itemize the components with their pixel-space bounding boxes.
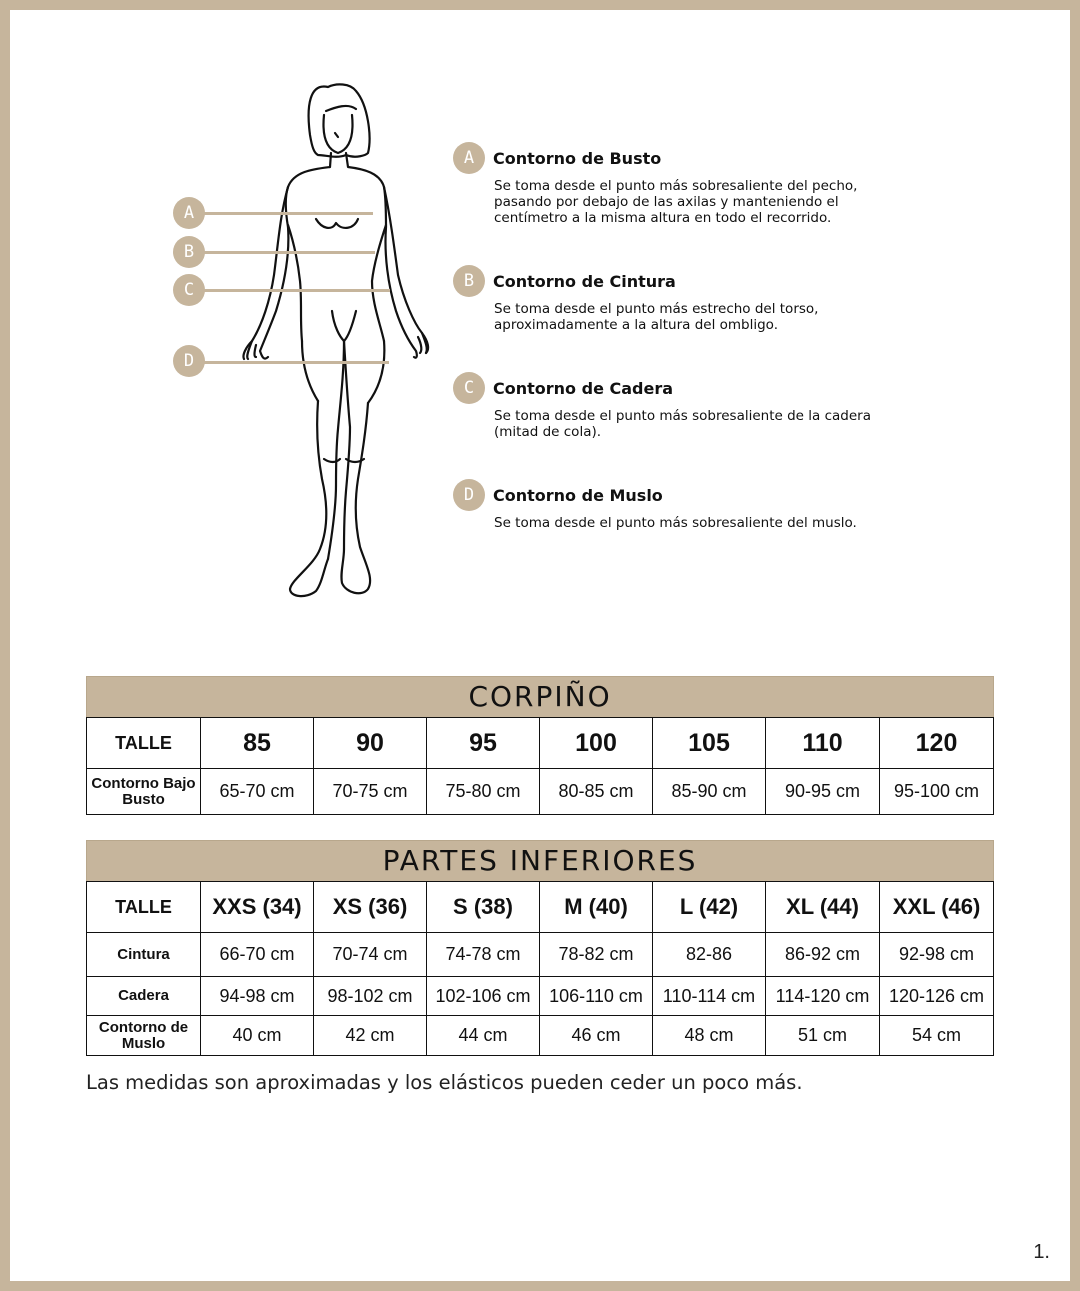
table-caption-row: [87, 677, 994, 718]
measurement-title: Contorno de Cadera: [493, 379, 674, 398]
value-cell: 66-70 cm: [201, 933, 314, 977]
inferiores-title: PARTES INFERIORES: [87, 841, 994, 882]
marker-line-b: [203, 251, 375, 254]
marker-b: B: [173, 236, 205, 268]
marker-line-d: [203, 361, 389, 364]
marker-c: C: [173, 274, 205, 306]
value-cell: 90-95 cm: [766, 769, 880, 815]
value-cell: 114-120 cm: [766, 977, 880, 1016]
measurement-title: Contorno de Cintura: [493, 272, 676, 291]
size-cell: 100: [540, 718, 653, 769]
value-cell: 94-98 cm: [201, 977, 314, 1016]
value-cell: 86-92 cm: [766, 933, 880, 977]
size-cell: S (38): [427, 882, 540, 933]
measurement-b: [453, 265, 923, 335]
table-row: [87, 769, 994, 815]
row-label: Cintura: [87, 933, 201, 977]
size-label: TALLE: [87, 882, 201, 933]
size-cell: 110: [766, 718, 880, 769]
value-cell: 51 cm: [766, 1016, 880, 1056]
size-cell: 105: [653, 718, 766, 769]
value-cell: 75-80 cm: [427, 769, 540, 815]
size-cell: 120: [880, 718, 994, 769]
marker-line-c: [203, 289, 390, 292]
value-cell: 70-75 cm: [314, 769, 427, 815]
body-figure: [160, 75, 450, 605]
measurement-text: Se toma desde el punto más sobresaliente del muslo.: [494, 515, 857, 531]
value-cell: 54 cm: [880, 1016, 994, 1056]
badge-a: A: [453, 142, 485, 174]
size-cell: 90: [314, 718, 427, 769]
measurement-title: Contorno de Busto: [493, 149, 662, 168]
value-cell: 70-74 cm: [314, 933, 427, 977]
value-cell: 80-85 cm: [540, 769, 653, 815]
page-number: 1.: [1033, 1241, 1050, 1263]
table-row-sizes: [87, 718, 994, 769]
badge-c: C: [453, 372, 485, 404]
size-cell: XXS (34): [201, 882, 314, 933]
value-cell: 102-106 cm: [427, 977, 540, 1016]
value-cell: 98-102 cm: [314, 977, 427, 1016]
value-cell: 46 cm: [540, 1016, 653, 1056]
corpino-table: [86, 676, 994, 815]
measurement-text: Se toma desde el punto más sobresaliente de la cadera (mitad de cola).: [494, 408, 871, 440]
table-row: [87, 933, 994, 977]
measurement-text: Se toma desde el punto más estrecho del torso, aproximadamente a la altura del ombligo.: [494, 301, 819, 333]
value-cell: 48 cm: [653, 1016, 766, 1056]
table-row: [87, 977, 994, 1016]
badge-b: B: [453, 265, 485, 297]
corpino-title: CORPIÑO: [87, 677, 994, 718]
row-label: Cadera: [87, 977, 201, 1016]
marker-d: D: [173, 345, 205, 377]
value-cell: 95-100 cm: [880, 769, 994, 815]
measurement-d: [453, 479, 923, 539]
value-cell: 78-82 cm: [540, 933, 653, 977]
value-cell: 82-86: [653, 933, 766, 977]
row-label: Contorno de Muslo: [87, 1016, 201, 1056]
value-cell: 74-78 cm: [427, 933, 540, 977]
value-cell: 40 cm: [201, 1016, 314, 1056]
row-label: Contorno Bajo Busto: [87, 769, 201, 815]
value-cell: 42 cm: [314, 1016, 427, 1056]
value-cell: 44 cm: [427, 1016, 540, 1056]
marker-line-a: [203, 212, 373, 215]
table-caption-row: [87, 841, 994, 882]
size-cell: XS (36): [314, 882, 427, 933]
size-cell: 95: [427, 718, 540, 769]
measurement-text: Se toma desde el punto más sobresaliente del pecho, pasando por debajo de las axilas y manteniendo el centímetro a la misma altura en todo el recorrido.: [494, 178, 858, 226]
size-cell: L (42): [653, 882, 766, 933]
value-cell: 65-70 cm: [201, 769, 314, 815]
value-cell: 92-98 cm: [880, 933, 994, 977]
measurement-title: Contorno de Muslo: [493, 486, 663, 505]
value-cell: 106-110 cm: [540, 977, 653, 1016]
size-label: TALLE: [87, 718, 201, 769]
size-cell: M (40): [540, 882, 653, 933]
inferiores-table: [86, 840, 994, 1056]
size-cell: XL (44): [766, 882, 880, 933]
measurement-a: [453, 142, 923, 232]
marker-a: A: [173, 197, 205, 229]
value-cell: 110-114 cm: [653, 977, 766, 1016]
size-cell: XXL (46): [880, 882, 994, 933]
size-cell: 85: [201, 718, 314, 769]
table-row: [87, 1016, 994, 1056]
measurement-c: [453, 372, 923, 442]
footnote: Las medidas son aproximadas y los elásticos pueden ceder un poco más.: [86, 1071, 803, 1094]
table-row-sizes: [87, 882, 994, 933]
value-cell: 85-90 cm: [653, 769, 766, 815]
badge-d: D: [453, 479, 485, 511]
value-cell: 120-126 cm: [880, 977, 994, 1016]
